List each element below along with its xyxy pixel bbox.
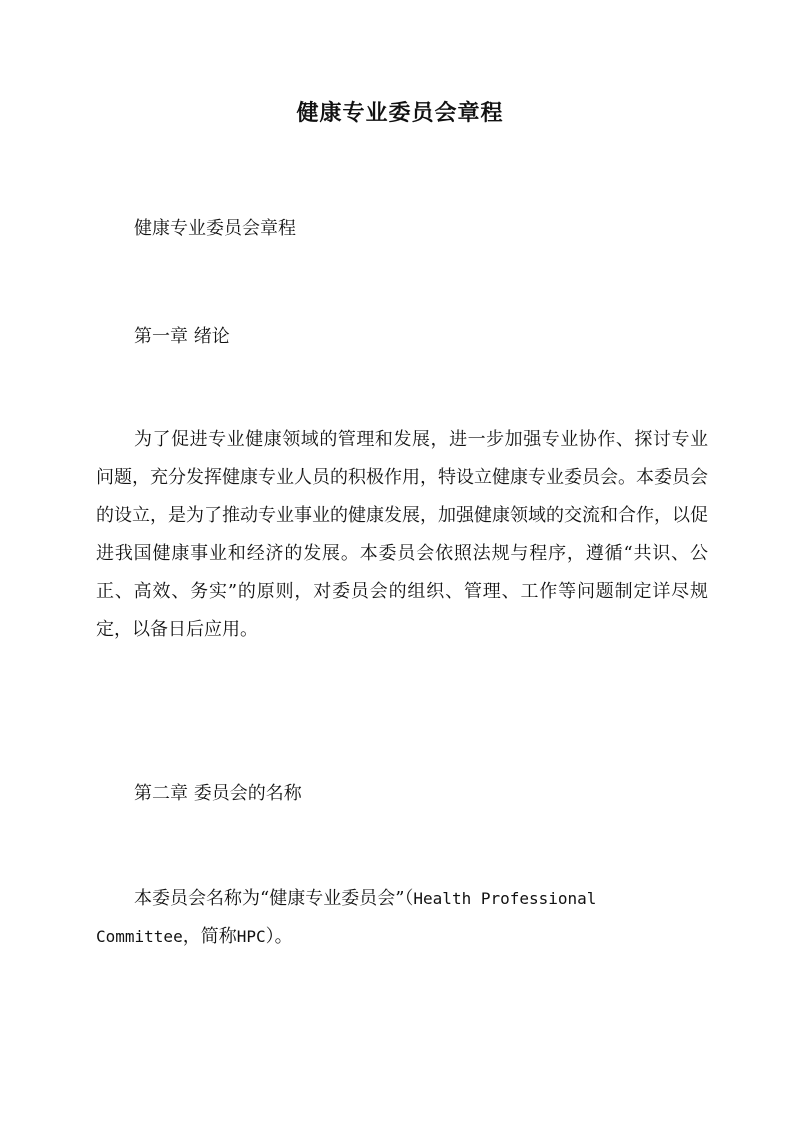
chapter-2-english-name: Health Professional Committee bbox=[96, 889, 597, 946]
document-subtitle: 健康专业委员会章程 bbox=[134, 218, 296, 239]
chapter-2-abbreviation: HPC bbox=[236, 927, 266, 946]
document-title: 健康专业委员会章程 bbox=[296, 100, 504, 126]
chapter-2-text-mid: ，简称 bbox=[182, 926, 237, 947]
chapter-2-text-prefix: 本委员会名称为“健康专业委员会”（ bbox=[134, 888, 414, 909]
chapter-2-paragraph bbox=[96, 880, 708, 956]
chapter-2-heading: 第二章 委员会的名称 bbox=[134, 783, 302, 804]
chapter-1-heading: 第一章 绪论 bbox=[134, 326, 230, 347]
chapter-2-text-suffix: ）。 bbox=[265, 926, 293, 947]
chapter-1-paragraph: 为了促进专业健康领域的管理和发展，进一步加强专业协作、探讨专业问题，充分发挥健康专业人员的积极作用，特设立健康专业委员会。本委员会的设立，是为了推动专业事业的健康发展，加强健康领域的交流和合作，以促进我国健康事业和经济的发展。本委员会依照法规与程序，遵循“共识、公正、高效、务实”的原则，对委员会的组织、管理、工作等问题制定详尽规定，以备日后应用。 bbox=[96, 429, 708, 640]
